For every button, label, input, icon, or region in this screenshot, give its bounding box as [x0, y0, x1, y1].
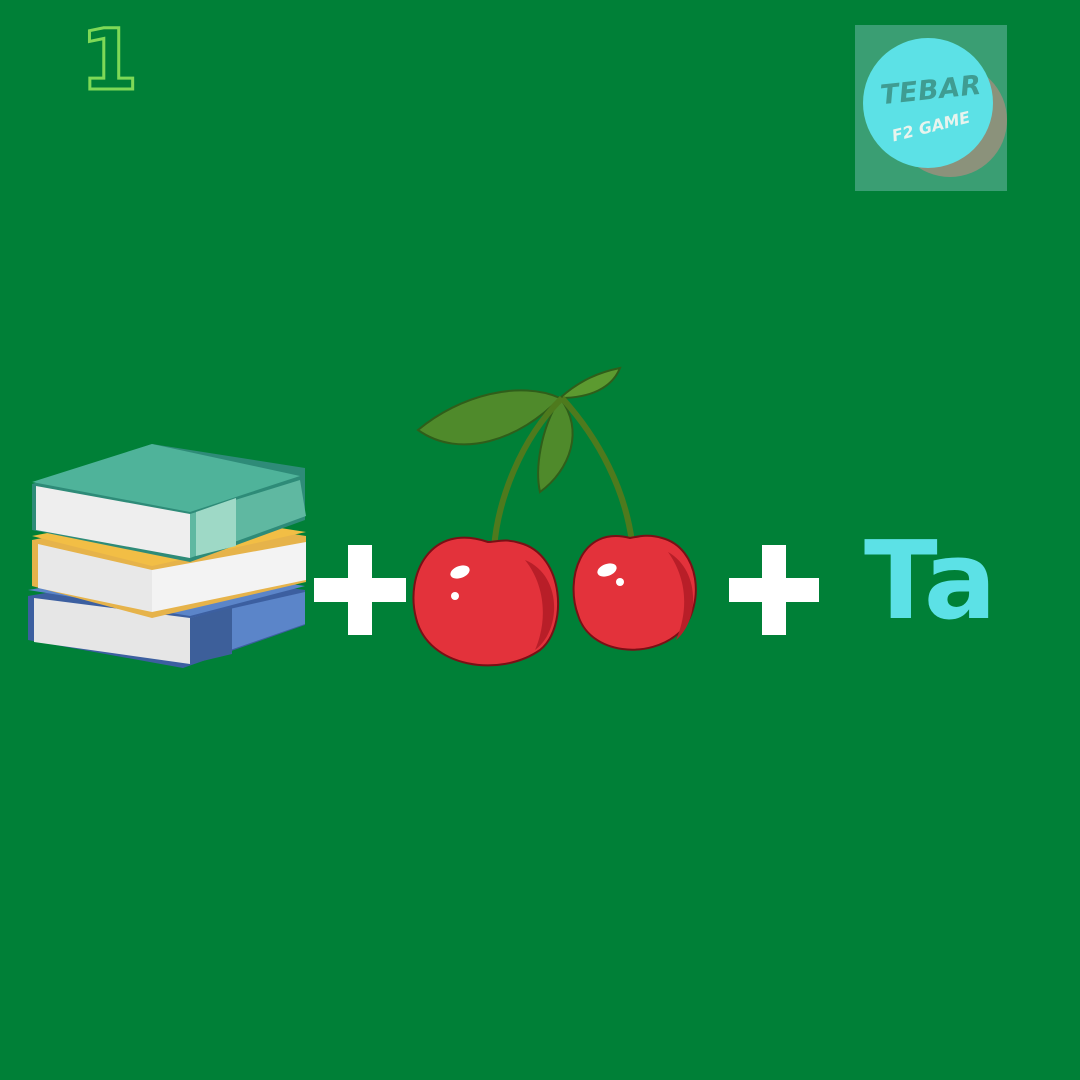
- cherries-icon: [413, 368, 695, 665]
- level-number: 1: [80, 11, 139, 109]
- clue-text: Ta: [864, 519, 997, 644]
- books-icon: [28, 444, 306, 668]
- logo-subtitle: F2 GAME: [889, 107, 973, 146]
- plus-icon: [314, 545, 406, 635]
- plus-icon: [729, 545, 819, 635]
- logo-title: TEBAR: [878, 69, 984, 112]
